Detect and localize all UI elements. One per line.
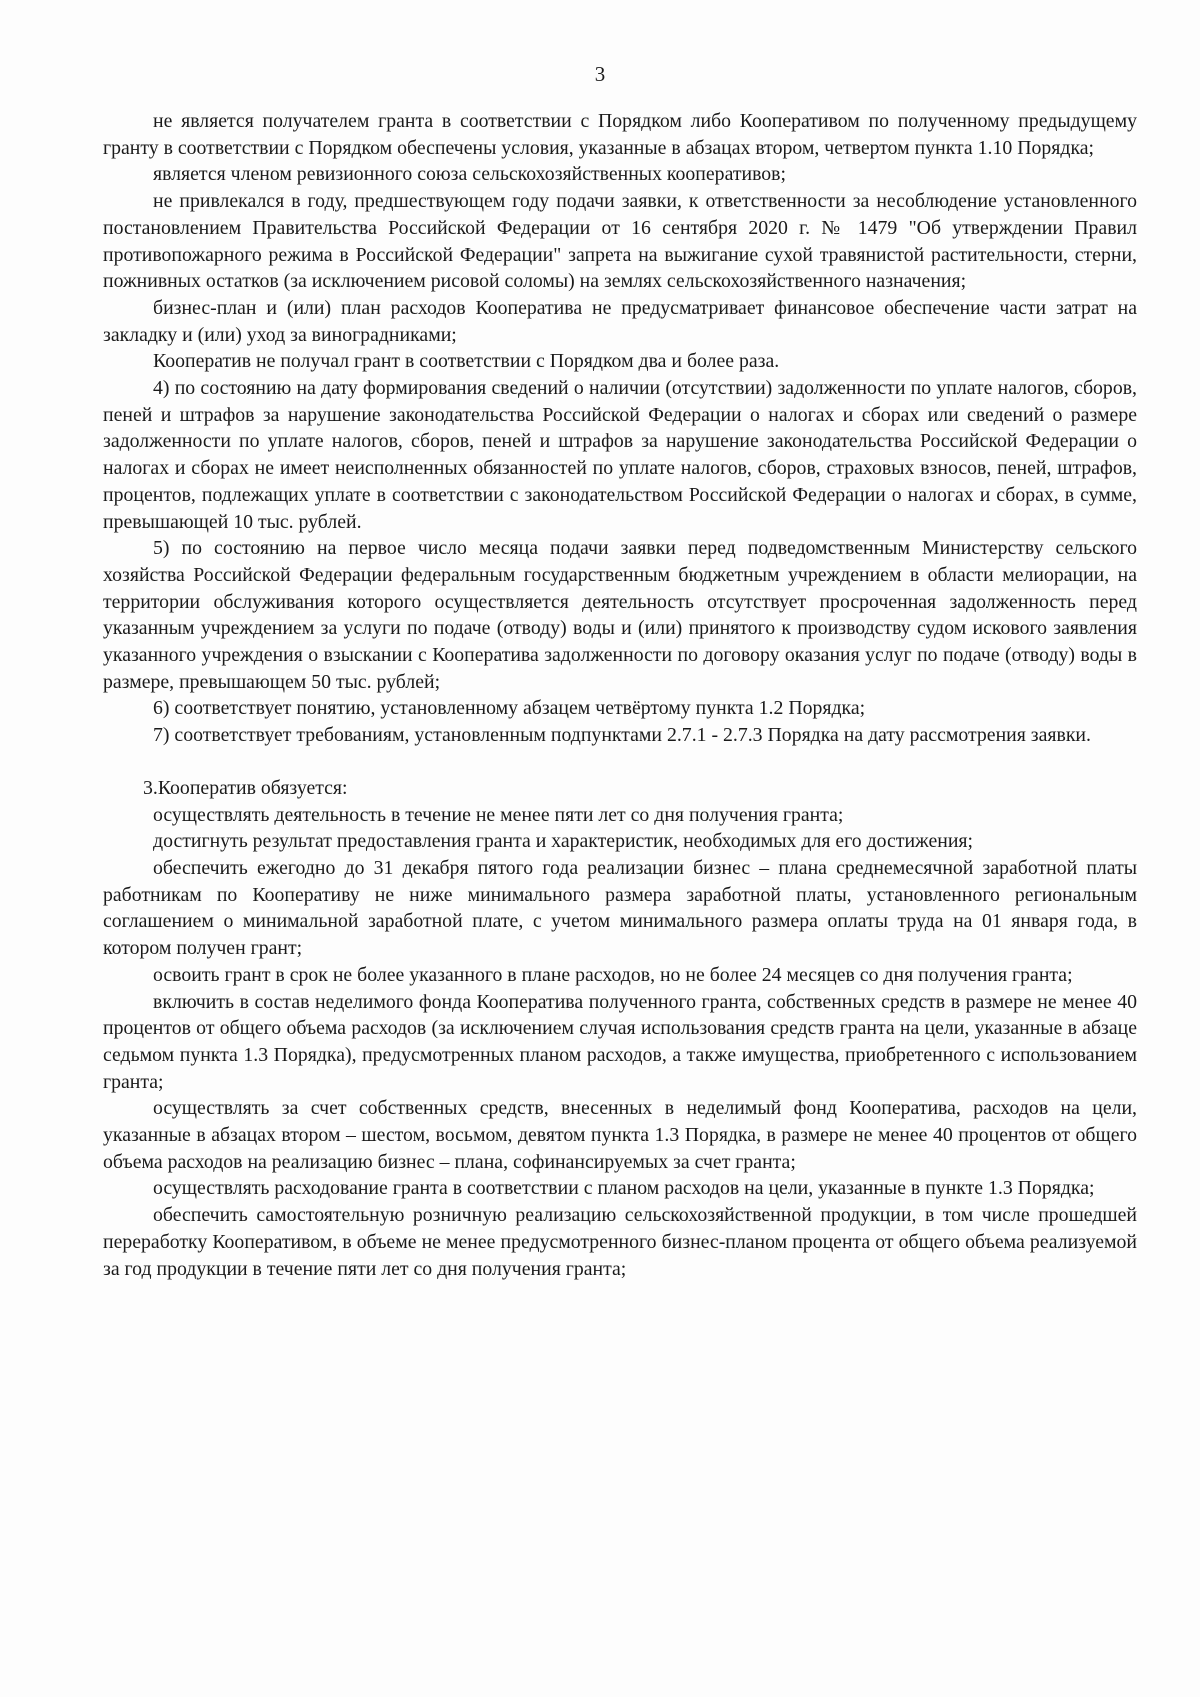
paragraph-achieve-result: достигнуть результат предоставления гранта и характеристик, необходимых для его достижения;	[153, 830, 974, 853]
paragraph-item-4-tax-debt: 4) по состоянию на дату формирования сведений о наличии (отсутствии) задолженности по уплате налогов, сборов, пеней и штрафов за нарушение законодательства Российской Федерации о налогах и сборах или сведений о размере задолженности по уплате налогов, сборов, пеней и штрафов за нарушение законодательства Российской Федерации о налогах и сборах не имеет неисполненных обязанностей по уплате налогов, сборов, страховых взносов, пеней, штрафов, процентов, подлежащих уплате в соответствии с законодательством Российской Федерации о налогах и сборах, в сумме, превышающей 10 тыс. рублей.	[103, 377, 1137, 533]
document-body	[103, 108, 1137, 1282]
paragraph-grant-count: Кооператив не получал грант в соответствии с Порядком два и более раза.	[153, 350, 780, 373]
paragraph-item-5-melioration-debt: 5) по состоянию на первое число месяца подачи заявки перед подведомственным Министерству сельского хозяйства Российской Федерации федеральным государственным бюджетным учреждением в области мелиорации, на территории обслуживания которого осуществляется деятельность отсутствует просроченная задолженность перед указанным учреждением за услуги по подаче (отводу) воды и (или) принятого к производству судом искового заявления указанного учреждения о взыскании с Кооператива задолженности по договору оказания услуг по подаче (отводу) воды в размере, превышающем 50 тыс. рублей;	[103, 537, 1137, 693]
paragraph-spending-per-plan: осуществлять расходование гранта в соответствии с планом расходов на цели, указанные в пункте 1.3 Порядка;	[153, 1177, 1095, 1200]
paragraph-vineyard-costs: бизнес-план и (или) план расходов Кооператива не предусматривает финансовое обеспечение части затрат на закладку и (или) уход за виноградниками;	[103, 296, 1137, 346]
paragraph-audit-union-member: является членом ревизионного союза сельскохозяйственных кооперативов;	[153, 163, 786, 186]
paragraph-grant-spending-term: освоить грант в срок не более указанного в плане расходов, но не более 24 месяцев со дня получения гранта;	[153, 963, 1073, 986]
section-3-heading: 3.Кооператив обязуется:	[143, 776, 348, 799]
paragraph-not-grant-recipient: не является получателем гранта в соответствии с Порядком либо Кооперативом по полученному предыдущему гранту в соответствии с Порядком обеспечены условия, указанные в абзацах втором, четвертом пункта 1.10 Порядка;	[103, 110, 1137, 159]
page-number: 3	[594, 62, 606, 86]
paragraph-retail-sales: обеспечить самостоятельную розничную реализацию сельскохозяйственной продукции, в том числе прошедшей переработку Кооперативом, в объеме не менее предусмотренного бизнес-планом процента от общего объема реализуемой за год продукции в течение пяти лет со дня получения гранта;	[103, 1204, 1137, 1280]
paragraph-item-7-requirements: 7) соответствует требованиям, установленным подпунктами 2.7.1 - 2.7.3 Порядка на дату рассмотрения заявки.	[153, 724, 1091, 747]
paragraph-average-salary: обеспечить ежегодно до 31 декабря пятого года реализации бизнес – плана среднемесячной заработной платы работникам по Кооперативу не ниже минимального размера заработной платы, установленного региональным соглашением о минимальной заработной плате, с учетом минимального размера оплаты труда на 01 января года, в котором получен грант;	[103, 856, 1137, 960]
paragraph-fire-regulation: не привлекался в году, предшествующем году подачи заявки, к ответственности за несоблюдение установленного постановлением Правительства Российской Федерации от 16 сентября 2020 г. № 1479 "Об утверждении Правил противопожарного режима в Российской Федерации" запрета на выжигание сухой травянистой растительности, стерни, пожнивных остатков (за исключением рисовой соломы) на землях сельскохозяйственного назначения;	[103, 190, 1137, 293]
paragraph-item-6-definition: 6) соответствует понятию, установленному абзацем четвёртому пункта 1.2 Порядка;	[153, 697, 866, 720]
paragraph-five-years-activity: осуществлять деятельность в течение не менее пяти лет со дня получения гранта;	[153, 803, 844, 826]
paragraph-indivisible-fund: включить в состав неделимого фонда Кооператива полученного гранта, собственных средств в размере не менее 40 процентов от общего объема расходов (за исключением случая использования средств гранта на цели, указанные в абзаце седьмом пункта 1.3 Порядка), предусмотренных планом расходов, а также имущества, приобретенного с использованием гранта;	[103, 990, 1137, 1093]
paragraph-own-funds-expenses: осуществлять за счет собственных средств, внесенных в неделимый фонд Кооператива, расходов на цели, указанные в абзацах втором – шестом, восьмом, девятом пункта 1.3 Порядка, в размере не менее 40 процентов от общего объема расходов на реализацию бизнес – плана, софинансируемых за счет гранта;	[103, 1097, 1137, 1173]
